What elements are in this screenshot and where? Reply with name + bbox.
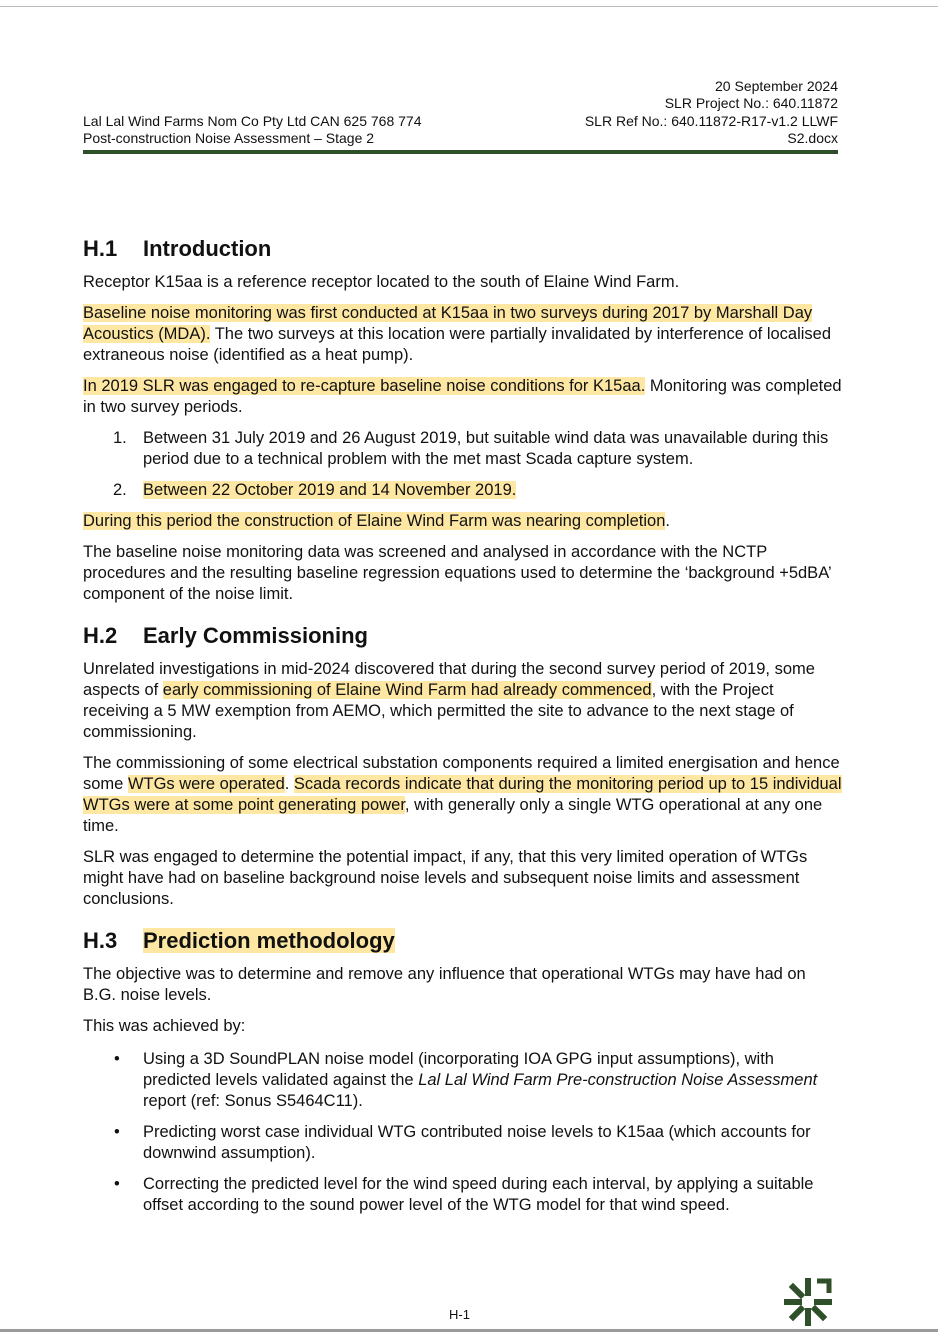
text: .: [665, 512, 670, 530]
highlighted-text: early commissioning of Elaine Wind Farm had already commenced: [162, 681, 652, 699]
list-item: [83, 1049, 843, 1112]
section-heading-h1: [83, 232, 843, 266]
viewer-top-border: [0, 6, 938, 7]
slr-logo-icon: [783, 1277, 833, 1327]
header-project-no: SLR Project No.: 640.11872: [664, 95, 838, 111]
list-number: 1.: [113, 429, 127, 447]
text: Receptor K15aa is a reference receptor located to the south of Elaine Wind Farm.: [83, 273, 680, 291]
text: , with the Project receiving a 5 MW exemption from AEMO, which permitted the site to advance to the next stage of commissioning.: [83, 681, 794, 741]
text: .: [284, 775, 294, 793]
numbered-list: [83, 428, 843, 501]
paragraph: [83, 847, 843, 910]
text: The two surveys at this location were partially invalidated by interference of localised extraneous noise (identified as a heat pump).: [83, 325, 832, 364]
italic-text: Lal Lal Wind Farm Pre-construction Noise Assessment: [418, 1071, 818, 1089]
section-number: H.3: [83, 928, 118, 953]
paragraph: [83, 542, 843, 605]
highlighted-text: Scada records indicate that during the monitoring period up to 15 individual WTGs were at some point generating power: [83, 775, 842, 814]
bullet-marker: •: [114, 1175, 120, 1193]
paragraph: [83, 511, 843, 532]
text: , with generally only a single WTG operational at any one time.: [83, 796, 823, 835]
highlighted-text: Between 22 October 2019 and 14 November 2019.: [143, 481, 517, 499]
section-title: Prediction methodology: [143, 928, 395, 953]
section-title: Early Commissioning: [143, 623, 368, 648]
highlighted-text: Baseline noise monitoring was first conducted at K15aa in two surveys during 2017 by Marshall Day Acoustics (MDA).: [83, 304, 813, 343]
list-number: 2.: [113, 481, 127, 499]
header-ref-no: SLR Ref No.: 640.11872-R17-v1.2 LLWF: [584, 113, 838, 129]
section-heading-h2: [83, 619, 843, 653]
paragraph: [83, 303, 843, 366]
highlighted-text: In 2019 SLR was engaged to re-capture baseline noise conditions for K15aa.: [83, 377, 646, 395]
text: SLR was engaged to determine the potential impact, if any, that this very limited operation of WTGs might have had on baseline background noise levels and subsequent noise limits and assessment conclusions.: [83, 848, 808, 908]
section-number: H.2: [83, 623, 118, 648]
text: Correcting the predicted level for the wind speed during each interval, by applying a suitable offset according to the sound power level of the WTG model for that wind speed.: [143, 1175, 814, 1214]
bullet-list: [83, 1049, 843, 1216]
text: Using a 3D SoundPLAN noise model (incorporating IOA GPG input assumptions), with predicted levels validated against the: [143, 1050, 774, 1089]
paragraph: [83, 1016, 843, 1037]
section-number: H.1: [83, 236, 118, 261]
page-header: [83, 78, 838, 148]
text: Monitoring was completed in two survey periods.: [83, 377, 842, 416]
header-file: S2.docx: [787, 130, 838, 146]
paragraph: [83, 376, 843, 418]
text: The objective was to determine and remove any influence that operational WTGs may have had on B.G. noise levels.: [83, 965, 806, 1004]
text: Predicting worst case individual WTG contributed noise levels to K15aa (which accounts for downwind assumption).: [143, 1123, 811, 1162]
page-number: H-1: [449, 1307, 470, 1322]
text: This was achieved by:: [83, 1017, 246, 1035]
section-heading-h3: [83, 924, 843, 958]
header-date: 20 September 2024: [715, 78, 838, 94]
list-item: [83, 428, 843, 470]
header-rule: [83, 150, 838, 154]
list-item: [83, 1174, 843, 1216]
text: Unrelated investigations in mid-2024 discovered that during the second survey period of 2019, some aspects of: [83, 660, 815, 699]
bullet-marker: •: [114, 1123, 120, 1141]
list-item: [83, 480, 843, 501]
paragraph: [83, 272, 843, 293]
paragraph: [83, 964, 843, 1006]
highlighted-text: During this period the construction of Elaine Wind Farm was nearing completion: [83, 512, 666, 530]
text: The baseline noise monitoring data was screened and analysed in accordance with the NCTP procedures and the resulting baseline regression equations used to determine the ‘background +5dBA’ component of the noise limit.: [83, 543, 832, 603]
header-company: Lal Lal Wind Farms Nom Co Pty Ltd CAN 625 768 774: [83, 113, 422, 129]
page-content: [83, 232, 843, 1216]
paragraph: [83, 753, 843, 837]
highlighted-text: WTGs were operated: [127, 775, 285, 793]
text: The commissioning of some electrical substation components required a limited energisation and hence some: [83, 754, 840, 793]
text: Between 31 July 2019 and 26 August 2019, but suitable wind data was unavailable during this period due to a technical problem with the met mast Scada capture system.: [143, 429, 829, 468]
bullet-marker: •: [114, 1050, 120, 1068]
text: report (ref: Sonus S5464C11).: [143, 1092, 363, 1110]
list-item: [83, 1122, 843, 1164]
section-title: Introduction: [143, 236, 272, 261]
paragraph: [83, 659, 843, 743]
header-report-title: Post-construction Noise Assessment – Stage 2: [83, 130, 375, 146]
